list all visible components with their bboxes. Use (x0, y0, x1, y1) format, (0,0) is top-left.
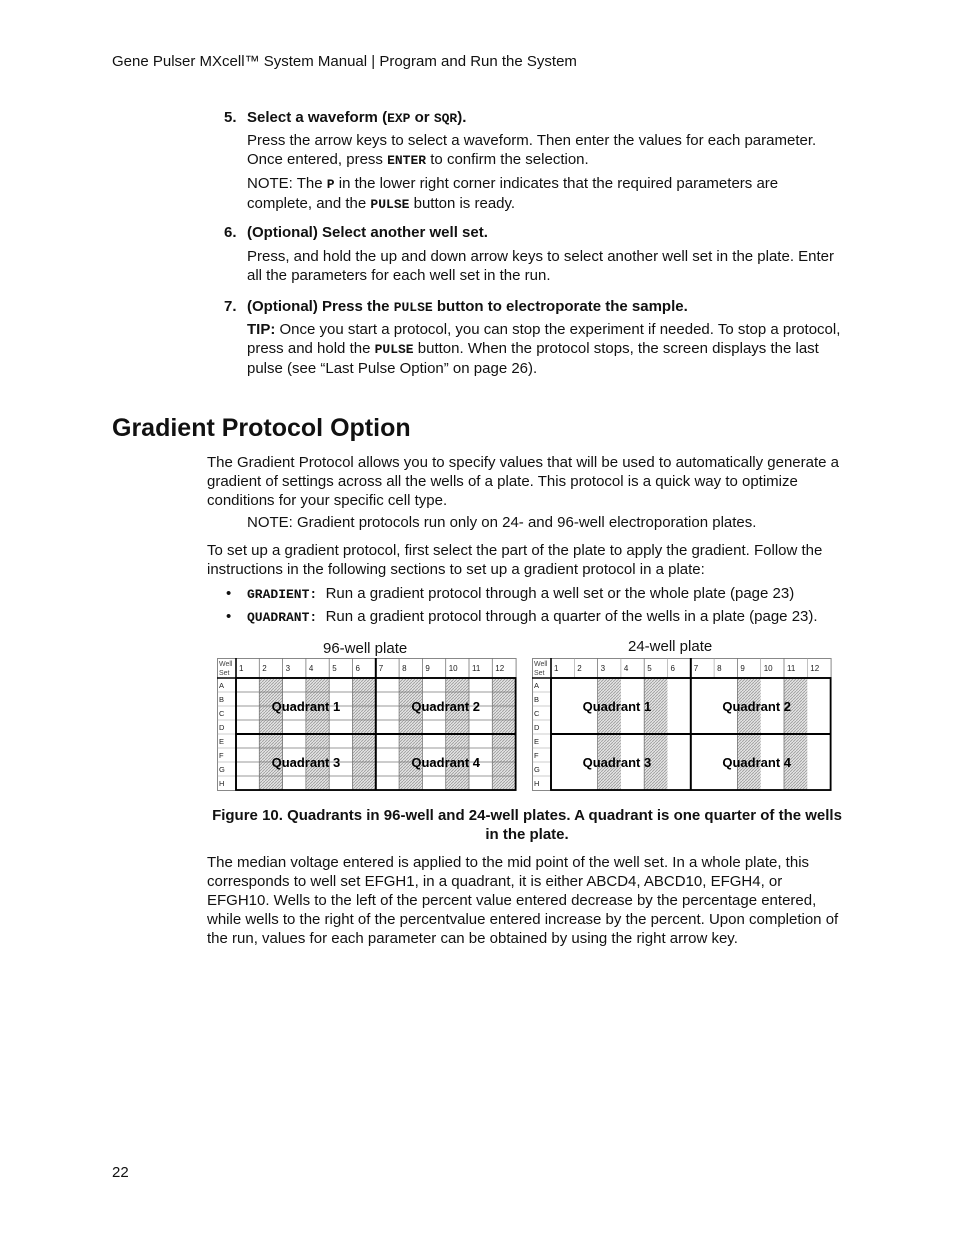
column-label: 8 (717, 664, 722, 673)
column-label: 7 (693, 664, 699, 673)
column-label: 11 (472, 664, 481, 673)
quadrant-label: Quadrant 3 (271, 755, 341, 770)
column-label: 4 (623, 664, 629, 673)
column-label: 1 (554, 664, 559, 673)
corner-label: Set (534, 670, 545, 677)
figure-caption: Figure 10. Quadrants in 96-well and 24-well plates. A quadrant is one quarter of the wells in the plate. (212, 807, 842, 843)
column-label: 5 (647, 664, 652, 673)
quadrant-label: Quadrant 2 (411, 699, 481, 714)
column-label: 12 (810, 664, 820, 673)
column-label: 4 (308, 664, 314, 673)
running-header: Gene Pulser MXcell™ System Manual | Program and Run the System (112, 53, 577, 70)
bullet-quadrant: QUADRANT: Run a gradient protocol through a quarter of the wells in a plate (page 23). (247, 608, 818, 625)
gradient-note: NOTE: Gradient protocols run only on 24- and 96-well electroporation plates. (247, 514, 757, 531)
row-label: F (219, 751, 224, 760)
bullet-dot: • (226, 608, 232, 625)
quadrant-label: Quadrant 2 (722, 699, 792, 714)
plate-96-title: 96-well plate (323, 640, 408, 657)
step-5-title: Select a waveform (EXP or SQR). (247, 109, 467, 126)
corner-label: Set (219, 670, 230, 677)
bullet-gradient: GRADIENT: Run a gradient protocol through a well set or the whole plate (page 23) (247, 585, 795, 602)
row-label: C (534, 709, 540, 718)
step-6-title: (Optional) Select another well set. (247, 224, 488, 241)
plate-24-title: 24-well plate (628, 638, 713, 655)
step-7-number: 7. (224, 298, 237, 315)
row-label: D (534, 723, 540, 732)
row-label: C (219, 709, 225, 718)
column-label: 9 (425, 664, 430, 673)
step-5-number: 5. (224, 109, 237, 126)
column-label: 2 (577, 664, 582, 673)
step-6-instruction: Press, and hold the up and down arrow keys to select another well set in the plate. Enter all the parameters for each well set in the run. (247, 248, 835, 284)
row-label: B (534, 695, 540, 704)
column-label: 6 (670, 664, 675, 673)
column-label: 8 (402, 664, 407, 673)
quadrant-label: Quadrant 1 (582, 699, 652, 714)
row-label: G (534, 765, 540, 774)
conclusion-paragraph: The median voltage entered is applied to the mid point of the well set. In a whole plate, this corresponds to well set EFGH1, in a quadrant, it is either ABCD4, ABCD10, EFGH4, or EFGH10. Wells to the left of the percent value entered decrease by the percentage entered, while wells to the right of the percentvalue entered increase by the percent. Upon completion of the run, values for each parameter can be obtained by using the right arrow key. (207, 854, 839, 947)
page-number: 22 (112, 1164, 129, 1181)
column-label: 11 (787, 664, 796, 673)
step-5-instruction: Press the arrow keys to select a waveform. Then enter the values for each parameter. Once entered, press ENTER to confirm the selection. (247, 132, 817, 168)
step-7-title: (Optional) Press the PULSE button to electroporate the sample. (247, 298, 688, 315)
setup-paragraph: To set up a gradient protocol, first select the part of the plate to apply the gradient. Follow the instructions in the following sections to set up a gradient protocol in a plate: (207, 542, 823, 578)
step-6-number: 6. (224, 224, 237, 241)
section-title: Gradient Protocol Option (112, 414, 411, 442)
row-label: E (219, 737, 225, 746)
row-label: A (534, 681, 540, 690)
quadrant-label: Quadrant 4 (411, 755, 481, 770)
step-7-tip: TIP: Once you start a protocol, you can stop the experiment if needed. To stop a protocol, press and hold the PULSE button. When the protocol stops, the screen displays the last pulse (see “Last Pulse Option” on page 26). (247, 321, 841, 377)
row-label: E (534, 737, 540, 746)
corner-label: Well (219, 661, 233, 668)
column-label: 6 (355, 664, 360, 673)
plate-24-diagram (532, 658, 834, 792)
column-label: 9 (740, 664, 745, 673)
quadrant-label: Quadrant 1 (271, 699, 341, 714)
bullet-dot: • (226, 585, 232, 602)
column-label: 3 (285, 664, 291, 673)
row-label: G (219, 765, 225, 774)
plate-96-diagram (217, 658, 519, 792)
intro-paragraph: The Gradient Protocol allows you to specify values that will be used to automatically generate a gradient of settings across all the wells of a plate. This protocol is a quick way to optimize conditions for your specific cell type. (207, 454, 840, 509)
row-label: B (219, 695, 225, 704)
column-label: 10 (448, 664, 458, 673)
row-label: D (219, 723, 225, 732)
column-label: 2 (262, 664, 267, 673)
quadrant-label: Quadrant 4 (722, 755, 792, 770)
column-label: 10 (763, 664, 773, 673)
quadrant-label: Quadrant 3 (582, 755, 652, 770)
row-label: F (534, 751, 539, 760)
column-label: 12 (495, 664, 505, 673)
column-label: 1 (239, 664, 244, 673)
row-label: H (219, 779, 225, 788)
row-label: H (534, 779, 540, 788)
column-label: 5 (332, 664, 337, 673)
column-label: 3 (600, 664, 606, 673)
column-label: 7 (378, 664, 384, 673)
step-5-note: NOTE: The P in the lower right corner indicates that the required parameters are complete, and the PULSE button is ready. (247, 175, 779, 212)
row-label: A (219, 681, 225, 690)
corner-label: Well (534, 661, 548, 668)
